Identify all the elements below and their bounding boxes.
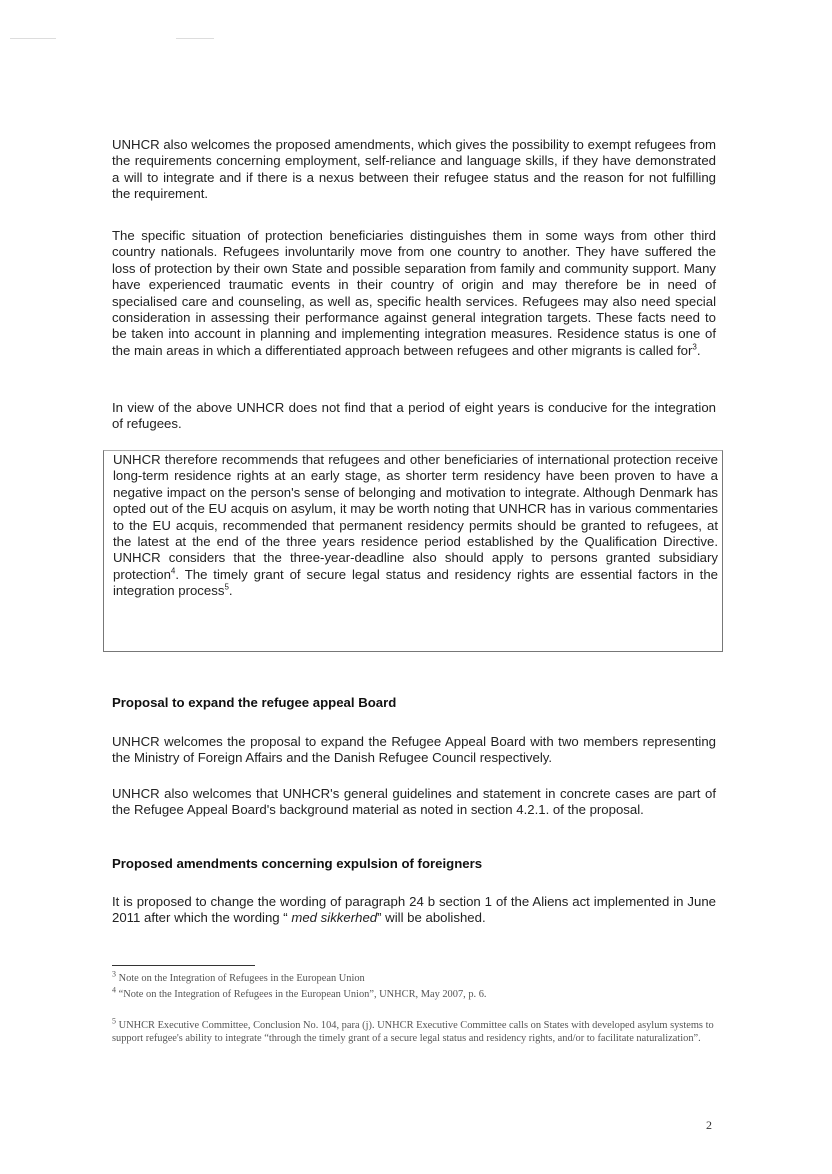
section-heading-expulsion: Proposed amendments concerning expulsion of foreigners	[112, 856, 483, 871]
footnote-text: “Note on the Integration of Refugees in the European Union”, UNHCR, May 2007, p. 6.	[116, 989, 487, 1000]
paragraph-text-span: It is proposed to change the wording of paragraph 24 b section 1 of the Aliens act implemented in June 2011 after which the wording “	[112, 894, 716, 926]
box-text-part: . The timely grant of secure legal status and residency rights are essential factors in the integration process	[113, 566, 718, 599]
section-heading-appeal-board: Proposal to expand the refugee appeal Board	[112, 695, 397, 710]
footnote-ref: 5	[224, 582, 229, 592]
paragraph-text	[112, 228, 716, 359]
paragraph-text	[112, 894, 716, 927]
paragraph-text: In view of the above UNHCR does not find that a period of eight years is conducive for the integration of refugees.	[112, 400, 716, 432]
paragraph-specific-situation	[112, 228, 716, 359]
scan-artifact	[10, 38, 56, 39]
footnote-number: 5	[112, 1016, 116, 1026]
scan-artifact	[176, 38, 214, 39]
box-text-part: .	[228, 583, 233, 599]
box-text-part: UNHCR therefore recommends that refugees and other beneficiaries of international protection receive long-term residence rights at an early stage, as shorter term residency have been proven to have a negative impact on the person's sense of belonging and motivation to integrate. Although Denmark has opted out of the EU acquis on asylum, it may be worth noting that UNHCR has in various commentaries to the EU acquis, recommended that permanent residency permits should be granted to refugees, at the latest at the end of the three years residence period established by the Qualification Directive. UNHCR considers that the three-year-deadline also should apply to persons granted subsidiary protection	[113, 452, 718, 582]
paragraph-punct: .	[696, 342, 701, 358]
paragraph-appeal-board	[112, 734, 716, 767]
footnote-ref: 3	[692, 342, 697, 352]
footnote-number: 3	[112, 969, 116, 979]
recommendation-text	[113, 452, 718, 600]
footnote-4	[112, 985, 716, 1001]
recommendation-box	[103, 450, 723, 652]
paragraph-text: UNHCR also welcomes that UNHCR's general guidelines and statement in concrete cases are part of the Refugee Appeal Board's background material as noted in section 4.2.1. of the proposal.	[112, 786, 716, 818]
footnote-number: 4	[112, 985, 116, 995]
page-number: 2	[706, 1118, 712, 1132]
paragraph-eight-years	[112, 400, 716, 433]
footnote-separator	[112, 965, 255, 966]
emphasis-text: med sikkerhed	[291, 910, 378, 926]
paragraph-text: UNHCR also welcomes the proposed amendments, which gives the possibility to exempt refugees from the requirements concerning employment, self-reliance and language skills, if they have demonstrated a will to integrate and if there is a nexus between their refugee status and the reason for not fulfilling the requirement.	[112, 137, 716, 202]
paragraph-text: UNHCR welcomes the proposal to expand the Refugee Appeal Board with two members representing the Ministry of Foreign Affairs and the Danish Refugee Council respectively.	[112, 734, 716, 766]
footnote-text: UNHCR Executive Committee, Conclusion No. 104, para (j). UNHCR Executive Committee calls on States with developed asylum systems to support refugee's ability to integrate “through the timely grant of a secure legal status and residency rights, and/or to facilitate naturalization”.	[112, 1020, 714, 1044]
paragraph-text-span: The specific situation of protection beneficiaries distinguishes them in some ways from other third country nationals. Refugees involuntarily move from one country to another. They have suffered the loss of protection by their own State and possible separation from family and community support. Many have experienced traumatic events in their country of origin and may therefore be in need of specialised care and counseling, as well as, specific health services. Refugees may also need special consideration in assessing their performance against general integration targets. These facts need to be taken into account in planning and implementing integration measures. Residence status is one of the main areas in which a differentiated approach between refugees and other migrants is called for	[112, 228, 716, 358]
footnote-ref: 4	[170, 566, 176, 576]
footnote-5	[112, 1016, 716, 1045]
paragraph-exemption	[112, 137, 716, 203]
paragraph-guidelines	[112, 786, 716, 819]
paragraph-text-span: ” will be abolished.	[377, 910, 486, 926]
footnote-3	[112, 969, 716, 985]
paragraph-expulsion	[112, 894, 716, 927]
footnote-text: Note on the Integration of Refugees in the European Union	[116, 973, 365, 984]
